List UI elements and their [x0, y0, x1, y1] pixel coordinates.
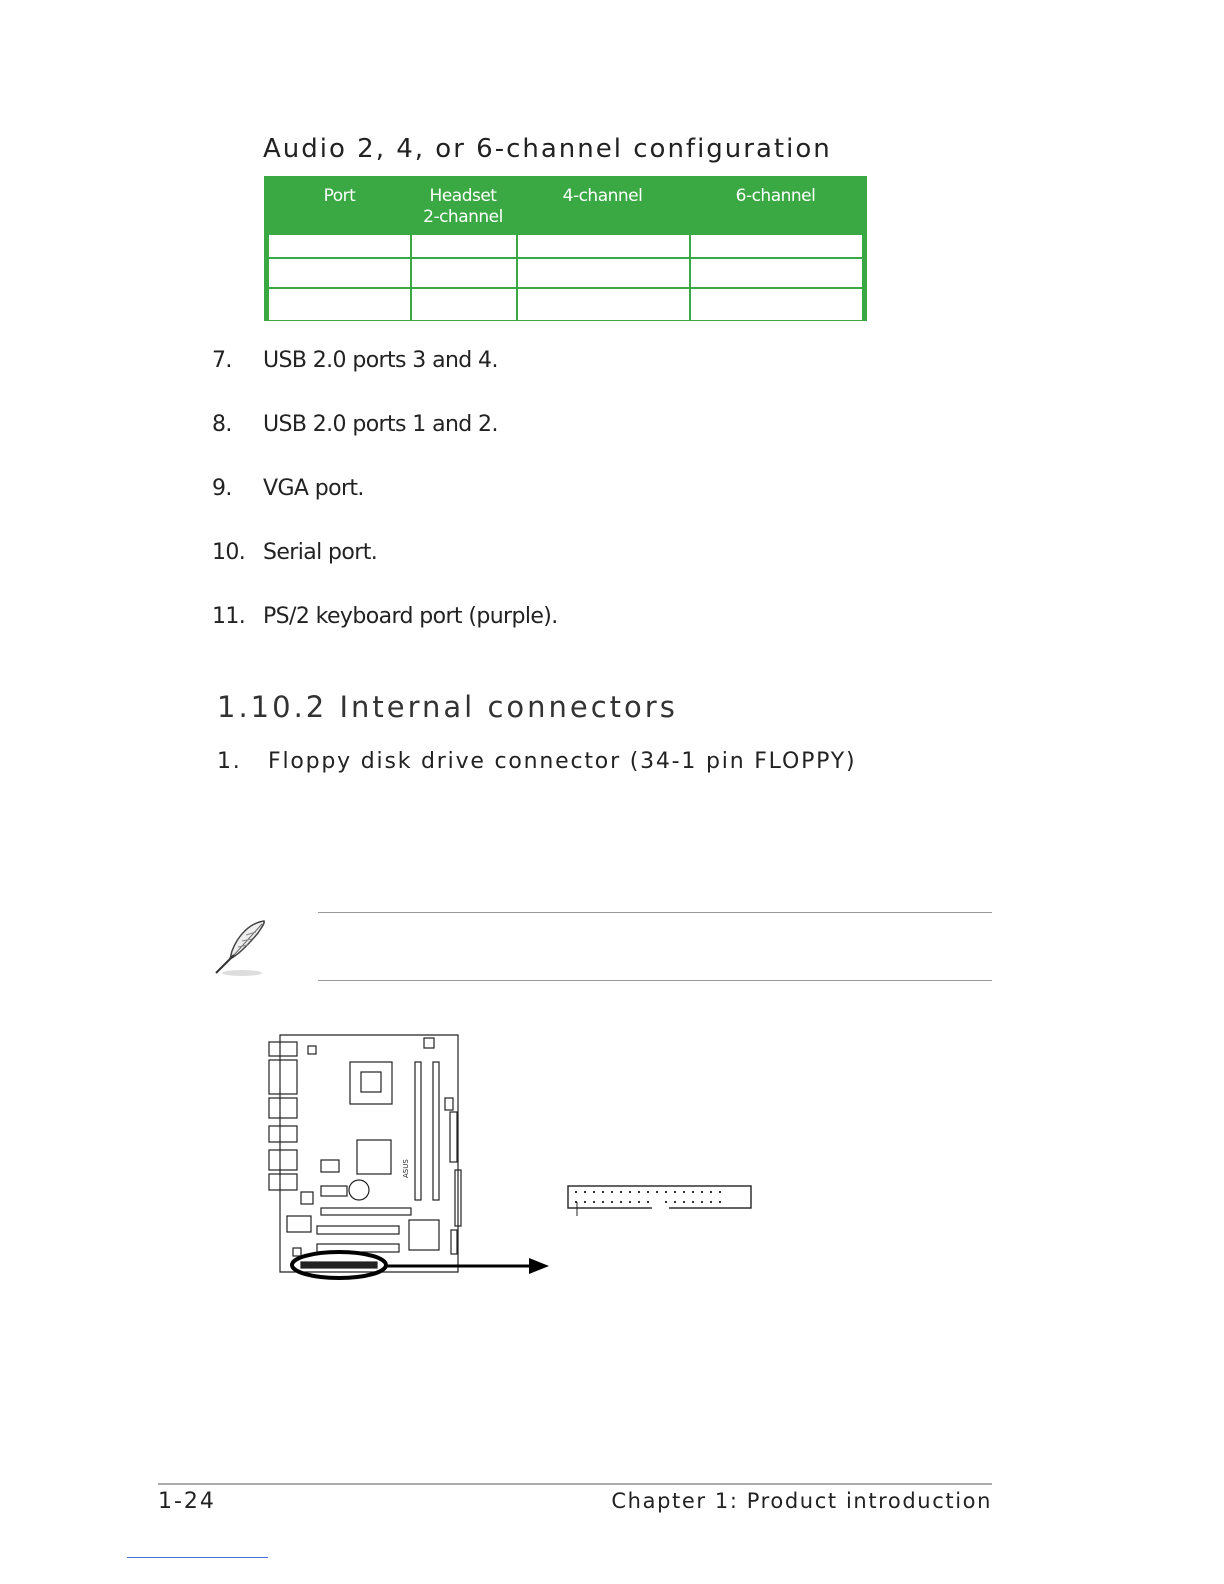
dimm-slot-2 [433, 1062, 439, 1200]
pci-slot-1 [321, 1208, 411, 1215]
list-item-number: 7. [212, 348, 232, 373]
northbridge [357, 1140, 391, 1174]
floppy-connector-board [301, 1262, 377, 1268]
chapter-title: Chapter 1: Product introduction [611, 1489, 992, 1513]
rear-port-vga [269, 1098, 297, 1118]
header-port: Port [323, 186, 356, 206]
table-header [269, 176, 862, 233]
table-cell [410, 289, 516, 320]
table-cell [516, 289, 689, 320]
ide-connector [450, 1112, 457, 1162]
footer-rule [158, 1483, 992, 1485]
table-row [269, 257, 862, 287]
table-cell [269, 235, 410, 257]
list-item-text: VGA port. [263, 476, 364, 501]
list-item-text: Serial port. [263, 540, 378, 565]
cpu-socket [350, 1062, 392, 1104]
pin-row-top [575, 1191, 721, 1193]
rear-port-ps2 [269, 1042, 297, 1056]
list-item-number: 11. [212, 604, 246, 629]
note-top-rule [318, 912, 992, 913]
table-row [269, 233, 862, 257]
floppy-connector-pinout [568, 1186, 751, 1216]
table-cell [516, 235, 689, 257]
rear-panel-port-list [212, 348, 558, 668]
page-bottom-mark [127, 1557, 268, 1558]
list-item [212, 476, 558, 540]
list-item [212, 348, 558, 412]
list-item [212, 412, 558, 476]
rear-port-usb [269, 1126, 297, 1142]
list-item-number: 9. [212, 476, 232, 501]
rear-port-serial [269, 1060, 297, 1094]
note-bottom-rule [318, 980, 992, 981]
heading-text: Floppy disk drive connector (34-1 pin FLOPPY) [268, 749, 857, 774]
board-outline [280, 1035, 458, 1272]
list-item [212, 540, 558, 604]
page-number: 1-24 [158, 1489, 216, 1514]
table-cell [689, 235, 862, 257]
audio-config-table [264, 176, 867, 321]
list-item-text: PS/2 keyboard port (purple). [263, 604, 558, 629]
pci-slot-2 [317, 1226, 399, 1234]
list-item-number: 10. [212, 540, 246, 565]
list-item-text: USB 2.0 ports 3 and 4. [263, 348, 498, 373]
southbridge [409, 1220, 439, 1250]
rear-port-lan [269, 1150, 297, 1170]
table-cell [269, 289, 410, 320]
arrow-right-icon [529, 1258, 549, 1274]
motherboard-layout-diagram [265, 1030, 765, 1284]
dimm-slot-1 [415, 1062, 421, 1200]
table-cell [269, 259, 410, 287]
list-item [212, 604, 558, 668]
table-row [269, 287, 862, 320]
section-title: 1.10.2 Internal connectors [217, 690, 678, 724]
table-cell [689, 289, 862, 320]
audio-config-title: Audio 2, 4, or 6-channel configuration [263, 134, 832, 164]
table-cell [516, 259, 689, 287]
header-headset: Headset 2-channel [423, 186, 503, 227]
note-feather-icon [212, 915, 276, 983]
table-body [269, 233, 862, 320]
table-cell [410, 259, 516, 287]
heading-number: 1. [217, 749, 242, 774]
header-4-channel: 4-channel [562, 186, 643, 206]
table-cell [410, 235, 516, 257]
rear-port-audio [269, 1174, 297, 1190]
list-item-number: 8. [212, 412, 232, 437]
floppy-connector-heading [217, 749, 856, 774]
header-6-channel: 6-channel [735, 186, 816, 206]
pin-row-bottom [575, 1201, 721, 1203]
board-brand-label: ASUS [402, 1159, 410, 1178]
list-item-text: USB 2.0 ports 1 and 2. [263, 412, 498, 437]
table-cell [689, 259, 862, 287]
